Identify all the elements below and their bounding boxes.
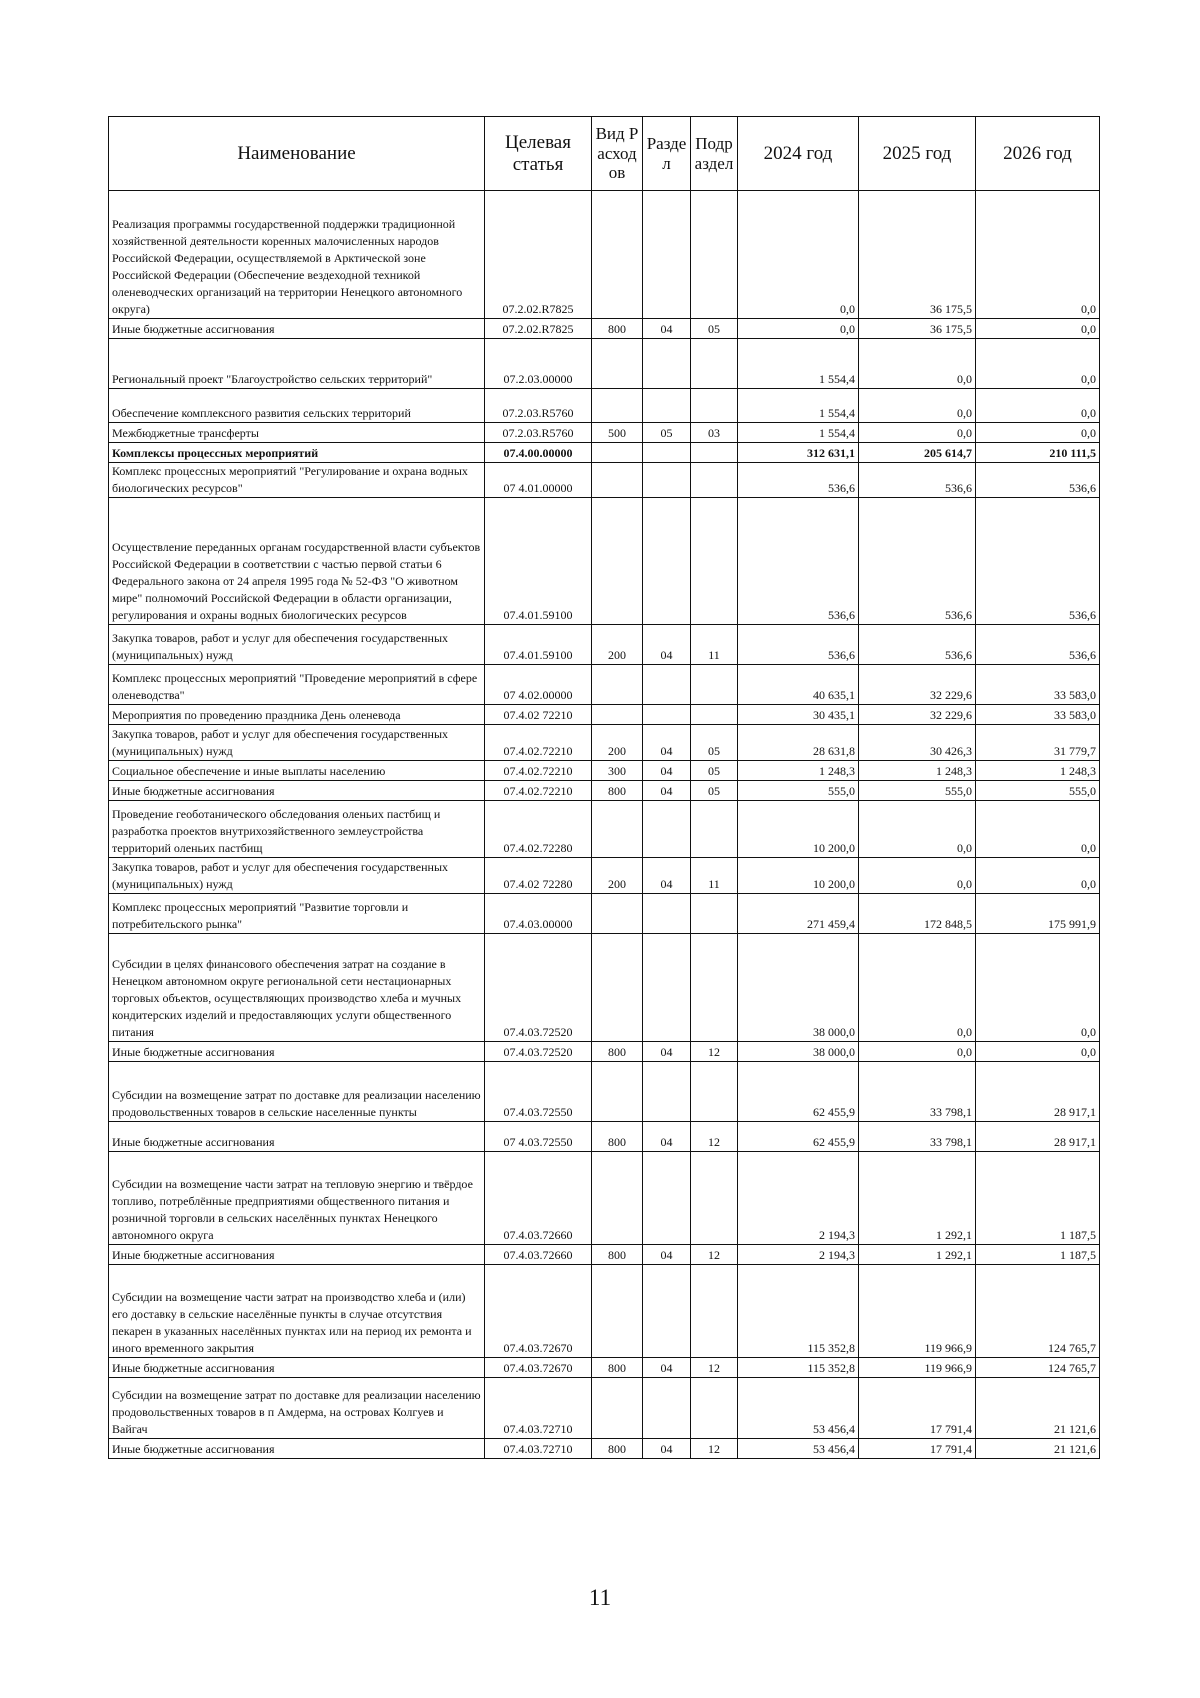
row-expense-type [592,463,643,498]
row-section: 04 [643,1358,691,1378]
row-subsection [691,705,738,725]
row-value-2024: 62 455,9 [738,1122,859,1152]
table-row [109,389,1100,423]
row-name: Иные бюджетные ассигнования [109,1122,485,1152]
row-section [643,191,691,319]
row-value-2025: 0,0 [859,339,976,389]
row-expense-type [592,1152,643,1245]
row-value-2026: 0,0 [976,801,1100,858]
row-section [643,339,691,389]
row-value-2025: 119 966,9 [859,1265,976,1358]
row-value-2025: 205 614,7 [859,443,976,463]
row-value-2025: 33 798,1 [859,1122,976,1152]
row-value-2026: 210 111,5 [976,443,1100,463]
row-name: Иные бюджетные ассигнования [109,1042,485,1062]
row-target-article: 07.4.03.72710 [485,1439,592,1459]
row-expense-type [592,191,643,319]
table-row [109,858,1100,894]
row-value-2024: 312 631,1 [738,443,859,463]
header-section: Раздел [643,117,691,191]
row-target-article: 07.4.02.72210 [485,781,592,801]
row-section [643,705,691,725]
row-subsection [691,665,738,705]
row-value-2025: 36 175,5 [859,319,976,339]
row-subsection: 03 [691,423,738,443]
page-number: 11 [588,1585,612,1610]
row-section [643,1152,691,1245]
row-section [643,1265,691,1358]
row-subsection: 11 [691,625,738,665]
table-row [109,191,1100,319]
table-row [109,423,1100,443]
row-value-2026: 1 187,5 [976,1245,1100,1265]
table-row [109,665,1100,705]
row-name: Субсидии на возмещение части затрат на производство хлеба и (или) его доставку в сельские населённые пункты в случае отсутствия пекарен в указанных населённых пунктах или на период их ремонта и иного временного закрытия [109,1265,485,1358]
row-subsection [691,1062,738,1122]
row-name: Субсидии на возмещение затрат по доставке для реализации населению продовольственных товаров в сельские населенные пункты [109,1062,485,1122]
table-row [109,319,1100,339]
row-section: 04 [643,761,691,781]
row-value-2026: 0,0 [976,389,1100,423]
row-target-article: 07.4.03.72660 [485,1245,592,1265]
row-name: Закупка товаров, работ и услуг для обеспечения государственных (муниципальных) нужд [109,625,485,665]
row-target-article: 07.4.02.72210 [485,761,592,781]
row-value-2025: 172 848,5 [859,894,976,934]
row-value-2025: 0,0 [859,389,976,423]
row-section [643,934,691,1042]
header-subsection: Подраздел [691,117,738,191]
row-expense-type [592,443,643,463]
row-value-2024: 30 435,1 [738,705,859,725]
row-expense-type [592,339,643,389]
row-name: Иные бюджетные ассигнования [109,319,485,339]
row-target-article: 07.2.03.R5760 [485,423,592,443]
row-expense-type [592,894,643,934]
row-section: 04 [643,319,691,339]
table-row [109,934,1100,1042]
budget-table [108,116,1100,1459]
row-subsection [691,389,738,423]
table-row [109,1378,1100,1439]
table-row [109,1245,1100,1265]
row-subsection [691,1378,738,1439]
row-value-2024: 40 635,1 [738,665,859,705]
row-target-article: 07.4.03.72550 [485,1062,592,1122]
row-value-2026: 0,0 [976,319,1100,339]
row-value-2024: 53 456,4 [738,1439,859,1459]
table-body [109,191,1100,1459]
row-expense-type: 200 [592,858,643,894]
table-row [109,1439,1100,1459]
row-section: 05 [643,423,691,443]
row-value-2026: 0,0 [976,934,1100,1042]
row-name: Межбюджетные трансферты [109,423,485,443]
row-expense-type [592,498,643,625]
row-expense-type: 800 [592,1042,643,1062]
row-value-2024: 38 000,0 [738,1042,859,1062]
row-value-2024: 10 200,0 [738,858,859,894]
row-value-2025: 32 229,6 [859,665,976,705]
row-value-2026: 0,0 [976,339,1100,389]
row-value-2026: 33 583,0 [976,665,1100,705]
row-expense-type: 300 [592,761,643,781]
row-subsection [691,463,738,498]
row-value-2024: 2 194,3 [738,1245,859,1265]
row-value-2025: 555,0 [859,781,976,801]
row-name: Субсидии на возмещение затрат по доставке для реализации населению продовольственных товаров в п Амдерма, на островах Колгуев и Вайгач [109,1378,485,1439]
row-value-2024: 271 459,4 [738,894,859,934]
row-value-2026: 555,0 [976,781,1100,801]
row-value-2026: 28 917,1 [976,1062,1100,1122]
row-target-article: 07.2.02.R7825 [485,191,592,319]
row-value-2024: 2 194,3 [738,1152,859,1245]
row-value-2024: 115 352,8 [738,1265,859,1358]
row-section [643,1062,691,1122]
row-section [643,1378,691,1439]
table-row [109,1265,1100,1358]
row-name: Иные бюджетные ассигнования [109,1439,485,1459]
row-target-article: 07.4.02 72210 [485,705,592,725]
row-value-2025: 0,0 [859,858,976,894]
row-section: 04 [643,625,691,665]
row-section [643,443,691,463]
row-value-2024: 555,0 [738,781,859,801]
row-name: Проведение геоботанического обследования оленьих пастбищ и разработка проектов внутрихозяйственного землеустройства территорий оленьих пастбищ [109,801,485,858]
row-subsection [691,191,738,319]
table-row [109,463,1100,498]
row-subsection [691,339,738,389]
row-value-2026: 33 583,0 [976,705,1100,725]
row-expense-type [592,1062,643,1122]
row-target-article: 07 4.02.00000 [485,665,592,705]
row-target-article: 07.4.01.59100 [485,625,592,665]
row-value-2026: 21 121,6 [976,1439,1100,1459]
row-expense-type: 800 [592,1358,643,1378]
row-value-2025: 30 426,3 [859,725,976,761]
row-value-2024: 62 455,9 [738,1062,859,1122]
row-subsection [691,801,738,858]
row-name: Мероприятия по проведению праздника День оленевода [109,705,485,725]
row-value-2024: 1 554,4 [738,339,859,389]
header-year-2026: 2026 год [976,117,1100,191]
table-row [109,725,1100,761]
row-subsection: 05 [691,761,738,781]
table-row [109,1358,1100,1378]
row-expense-type: 800 [592,1439,643,1459]
row-name: Реализация программы государственной поддержки традиционной хозяйственной деятельности коренных малочисленных народов Российской Федерации, осуществляемой в Арктической зоне Российской Федерации (Обеспечение вездеходной техникой оленеводческих организаций на территории Ненецкого автономного округа) [109,191,485,319]
row-value-2024: 0,0 [738,191,859,319]
table-header-row [109,117,1100,191]
row-subsection [691,443,738,463]
row-value-2024: 536,6 [738,625,859,665]
row-value-2026: 0,0 [976,1042,1100,1062]
row-target-article: 07.4.03.72520 [485,934,592,1042]
row-section: 04 [643,1245,691,1265]
row-subsection [691,894,738,934]
row-value-2026: 124 765,7 [976,1265,1100,1358]
row-name: Региональный проект "Благоустройство сельских территорий" [109,339,485,389]
row-expense-type: 200 [592,625,643,665]
row-name: Комплекс процессных мероприятий "Проведение мероприятий в сфере оленеводства" [109,665,485,705]
row-value-2024: 28 631,8 [738,725,859,761]
row-target-article: 07.4.03.72670 [485,1358,592,1378]
row-target-article: 07.2.02.R7825 [485,319,592,339]
row-subsection [691,1265,738,1358]
row-subsection: 12 [691,1439,738,1459]
row-target-article: 07.4.02 72280 [485,858,592,894]
row-target-article: 07.4.03.72660 [485,1152,592,1245]
row-target-article: 07 4.03.72550 [485,1122,592,1152]
row-target-article: 07.4.03.72520 [485,1042,592,1062]
row-value-2024: 38 000,0 [738,934,859,1042]
row-section: 04 [643,725,691,761]
row-target-article: 07.2.03.00000 [485,339,592,389]
row-target-article: 07.4.03.72710 [485,1378,592,1439]
table-row [109,625,1100,665]
header-year-2025: 2025 год [859,117,976,191]
row-expense-type [592,1265,643,1358]
row-name: Комплексы процессных мероприятий [109,443,485,463]
row-expense-type: 200 [592,725,643,761]
row-value-2025: 0,0 [859,934,976,1042]
row-subsection: 12 [691,1358,738,1378]
row-subsection: 05 [691,781,738,801]
row-value-2025: 119 966,9 [859,1358,976,1378]
row-value-2025: 536,6 [859,463,976,498]
row-value-2024: 53 456,4 [738,1378,859,1439]
row-name: Субсидии на возмещение части затрат на тепловую энергию и твёрдое топливо, потреблённые предприятиями общественного питания и розничной торговли в сельских населённых пунктах Ненецкого автономного округа [109,1152,485,1245]
row-value-2026: 536,6 [976,625,1100,665]
row-expense-type [592,801,643,858]
table-row [109,801,1100,858]
row-value-2026: 175 991,9 [976,894,1100,934]
row-section [643,801,691,858]
row-value-2025: 1 292,1 [859,1245,976,1265]
row-expense-type: 800 [592,781,643,801]
header-expense-type: Вид Расходов [592,117,643,191]
row-value-2025: 536,6 [859,498,976,625]
row-subsection [691,1152,738,1245]
row-value-2026: 1 187,5 [976,1152,1100,1245]
row-value-2025: 1 248,3 [859,761,976,781]
table-row [109,339,1100,389]
row-subsection: 12 [691,1245,738,1265]
row-section [643,389,691,423]
row-subsection: 11 [691,858,738,894]
row-value-2024: 536,6 [738,463,859,498]
row-expense-type: 800 [592,1122,643,1152]
row-value-2024: 115 352,8 [738,1358,859,1378]
row-value-2025: 0,0 [859,801,976,858]
row-value-2025: 0,0 [859,1042,976,1062]
row-subsection: 05 [691,725,738,761]
row-expense-type [592,665,643,705]
row-expense-type [592,705,643,725]
row-section [643,463,691,498]
row-value-2026: 31 779,7 [976,725,1100,761]
row-value-2024: 10 200,0 [738,801,859,858]
row-value-2026: 536,6 [976,463,1100,498]
row-name: Закупка товаров, работ и услуг для обеспечения государственных (муниципальных) нужд [109,858,485,894]
row-name: Закупка товаров, работ и услуг для обеспечения государственных (муниципальных) нужд [109,725,485,761]
row-value-2024: 0,0 [738,319,859,339]
row-subsection: 05 [691,319,738,339]
row-value-2024: 1 554,4 [738,389,859,423]
row-name: Субсидии в целях финансового обеспечения затрат на создание в Ненецком автономном округе региональной сети нестационарных торговых объектов, осуществляющих производство хлеба и мучных кондитерских изделий и предоставляющих услуги общественного питания [109,934,485,1042]
row-subsection: 12 [691,1122,738,1152]
row-name: Иные бюджетные ассигнования [109,1245,485,1265]
header-year-2024: 2024 год [738,117,859,191]
row-expense-type [592,934,643,1042]
row-value-2026: 536,6 [976,498,1100,625]
row-value-2025: 1 292,1 [859,1152,976,1245]
table-row [109,1152,1100,1245]
header-target-article: Целевая статья [485,117,592,191]
row-value-2025: 0,0 [859,423,976,443]
header-name: Наименование [109,117,485,191]
row-name: Осуществление переданных органам государственной власти субъектов Российской Федерации в соответствии с частью первой статьи 6 Федерального закона от 24 апреля 1995 года № 52-ФЗ "О животном мире" полномочий Российской Федерации в области организации, регулирования и охраны водных биологических ресурсов [109,498,485,625]
row-value-2026: 21 121,6 [976,1378,1100,1439]
row-expense-type: 800 [592,1245,643,1265]
row-section: 04 [643,1122,691,1152]
row-target-article: 07.4.01.59100 [485,498,592,625]
row-section: 04 [643,1042,691,1062]
table-row [109,443,1100,463]
row-expense-type: 800 [592,319,643,339]
row-name: Социальное обеспечение и иные выплаты населению [109,761,485,781]
table-row [109,498,1100,625]
table-row [109,1042,1100,1062]
row-value-2024: 536,6 [738,498,859,625]
row-name: Иные бюджетные ассигнования [109,1358,485,1378]
row-expense-type: 500 [592,423,643,443]
row-target-article: 07.2.03.R5760 [485,389,592,423]
row-value-2026: 0,0 [976,423,1100,443]
row-value-2026: 28 917,1 [976,1122,1100,1152]
row-value-2024: 1 554,4 [738,423,859,443]
row-name: Обеспечение комплексного развития сельских территорий [109,389,485,423]
row-section: 04 [643,781,691,801]
row-name: Комплекс процессных мероприятий "Развитие торговли и потребительского рынка" [109,894,485,934]
row-value-2025: 17 791,4 [859,1439,976,1459]
row-value-2026: 1 248,3 [976,761,1100,781]
row-target-article: 07.4.03.00000 [485,894,592,934]
row-target-article: 07.4.02.72210 [485,725,592,761]
row-target-article: 07.4.02.72280 [485,801,592,858]
row-target-article: 07.4.03.72670 [485,1265,592,1358]
table-row [109,1122,1100,1152]
row-value-2025: 36 175,5 [859,191,976,319]
row-value-2025: 33 798,1 [859,1062,976,1122]
row-value-2026: 0,0 [976,191,1100,319]
row-name: Иные бюджетные ассигнования [109,781,485,801]
row-value-2025: 17 791,4 [859,1378,976,1439]
table-row [109,705,1100,725]
row-expense-type [592,1378,643,1439]
table-row [109,1062,1100,1122]
row-target-article: 07.4.00.00000 [485,443,592,463]
row-subsection: 12 [691,1042,738,1062]
row-section: 04 [643,1439,691,1459]
row-value-2026: 0,0 [976,858,1100,894]
table-row [109,781,1100,801]
row-subsection [691,498,738,625]
row-subsection [691,934,738,1042]
row-section [643,665,691,705]
table-row [109,761,1100,781]
row-section [643,894,691,934]
row-section [643,498,691,625]
row-value-2025: 32 229,6 [859,705,976,725]
row-value-2026: 124 765,7 [976,1358,1100,1378]
table-row [109,894,1100,934]
row-section: 04 [643,858,691,894]
row-expense-type [592,389,643,423]
row-name: Комплекс процессных мероприятий "Регулирование и охрана водных биологических ресурсов" [109,463,485,498]
row-value-2024: 1 248,3 [738,761,859,781]
row-target-article: 07 4.01.00000 [485,463,592,498]
row-value-2025: 536,6 [859,625,976,665]
